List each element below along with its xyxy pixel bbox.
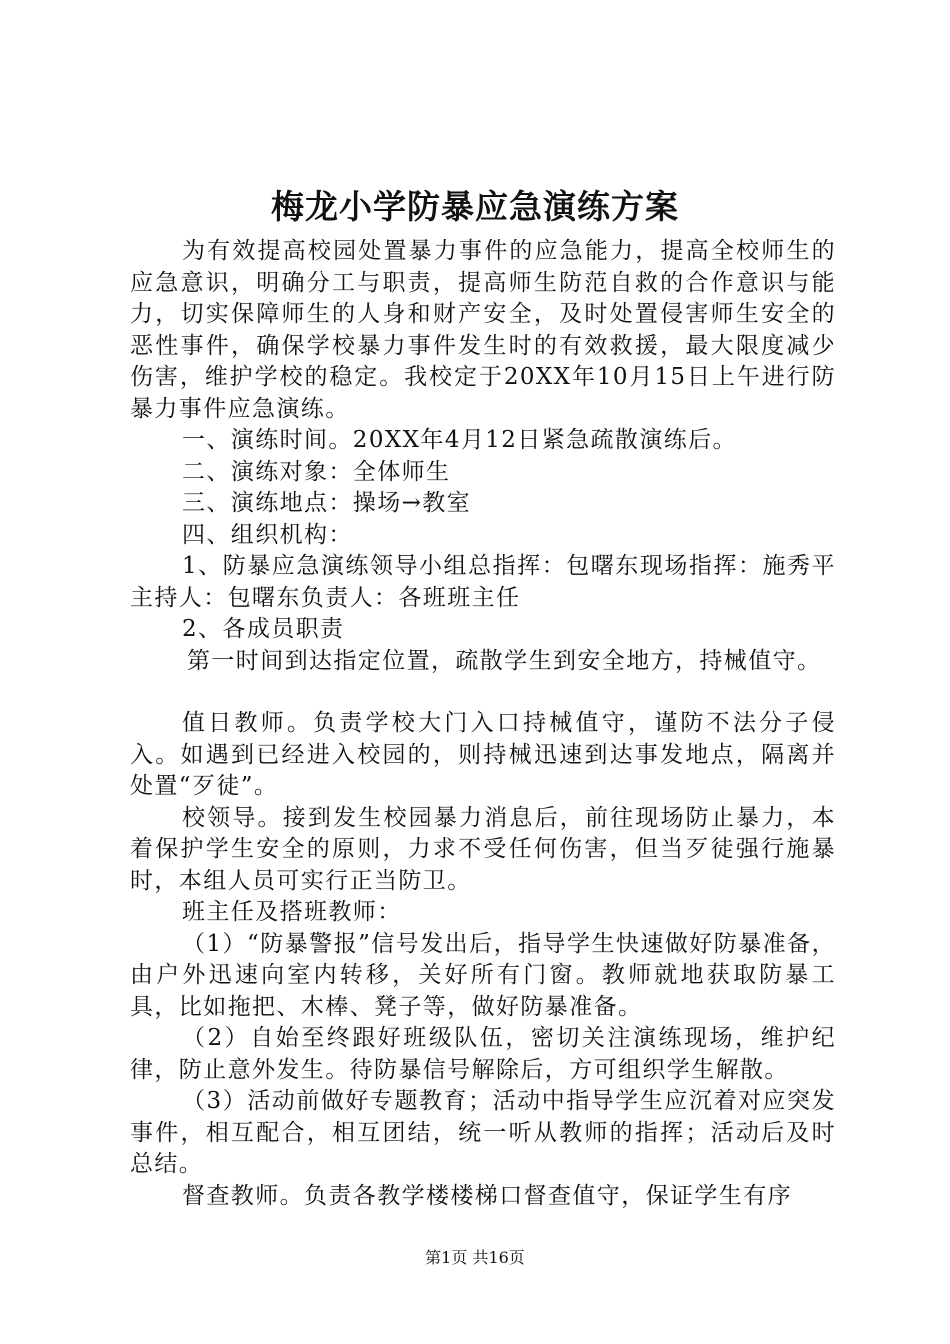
paragraph-duties-heading: 2、各成员职责: [182, 616, 345, 642]
paragraph-intro: 为有效提高校园处置暴力事件的应急能力，提高全校师生的应急意识，明确分工与职责，提高师生防范自救的合作意识与能力，切实保障师生的人身和财产安全，及时处置侵害师生安全的恶性事件，确保学校暴力事件发生时的有效救援，最大限度减少伤害，维护学校的稳定。我校定于20XX年10月15日上午进行防暴力事件应急演练。: [130, 238, 836, 422]
paragraph-drill-target: 二、演练对象：全体师生: [182, 458, 451, 485]
paragraph-school-leaders: 校领导。接到发生校园暴力消息后，前往现场防止暴力，本着保护学生安全的原则，力求不受任何伤害，但当歹徒强行施暴时，本组人员可实行正当防卫。: [130, 804, 836, 894]
paragraph-item-2: （2）自始至终跟好班级队伍，密切关注演练现场，维护纪律，防止意外发生。待防暴信号解除后，方可组织学生解散。: [130, 1025, 836, 1083]
paragraph-drill-location: 三、演练地点：操场→教室: [182, 490, 472, 516]
paragraph-first-response: 第一时间到达指定位置，疏散学生到安全地方，持械值守。: [187, 647, 822, 674]
page-number: 第1页 共16页: [425, 1248, 525, 1267]
paragraph-duty-teacher: 值日教师。负责学校大门入口持械值守，谨防不法分子侵入。如遇到已经进入校园的，则持械迅速到达事发地点，隔离并处置“歹徒”。: [130, 710, 836, 799]
paragraph-organization: 四、组织机构：: [182, 521, 353, 548]
paragraph-leadership: 1、防暴应急演练领导小组总指挥：包曙东现场指挥：施秀平主持人：包曙东负责人：各班班主任: [130, 553, 836, 611]
paragraph-item-1: （1）“防暴警报”信号发出后，指导学生快速做好防暴准备，由户外迅速向室内转移，关好所有门窗。教师就地获取防暴工具，比如拖把、木棒、凳子等，做好防暴准备。: [130, 930, 836, 1020]
document-body: [130, 236, 836, 1212]
paragraph-item-3: （3）活动前做好专题教育；活动中指导学生应沉着对应突发事件，相互配合，相互团结，统一听从教师的指挥；活动后及时总结。: [130, 1088, 836, 1177]
paragraph-class-teachers: 班主任及搭班教师：: [182, 899, 402, 925]
document-title: 梅龙小学防暴应急演练方案: [271, 187, 679, 226]
paragraph-supervisor: 督查教师。负责各教学楼楼梯口督查值守，保证学生有序: [182, 1182, 792, 1209]
paragraph-drill-time: 一、演练时间。20XX年4月12日紧急疏散演练后。: [182, 427, 737, 453]
